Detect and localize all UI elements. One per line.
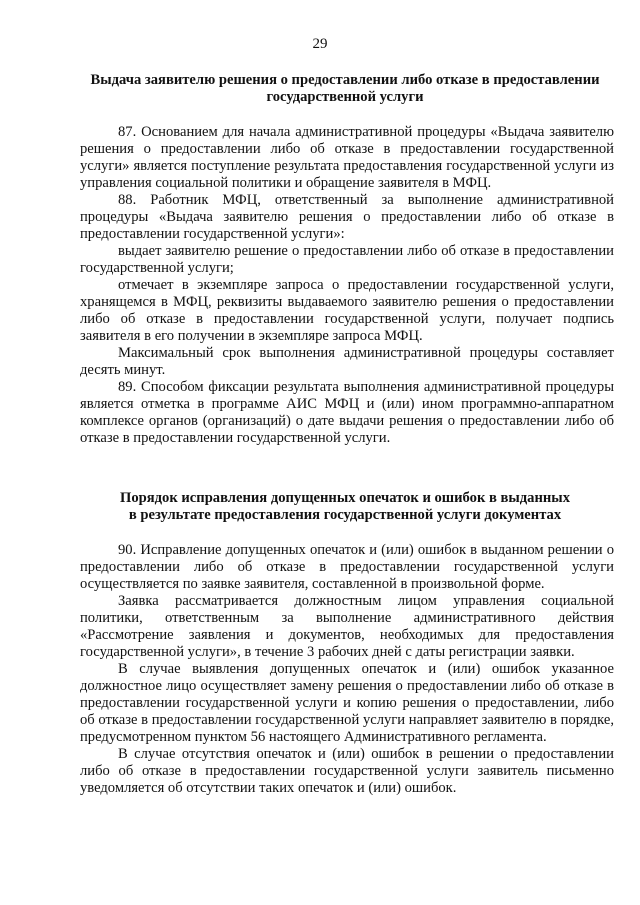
section-heading-corrections bbox=[80, 490, 610, 524]
heading-line: в результате предоставления государственной услуги документах bbox=[128, 507, 562, 523]
paragraph-mark-request: отмечает в экземпляре запроса о предоставлении государственной услуги, хранящемся в МФЦ, реквизиты выдаваемого заявителю решения о предоставлении либо об отказе в предоставлении государственной услуги, получает подпись заявителя в его получении в экземпляре запроса МФЦ. bbox=[80, 277, 614, 344]
heading-line: государственной услуги bbox=[266, 89, 424, 105]
page-number: 29 bbox=[312, 36, 328, 52]
paragraph-90: 90. Исправление допущенных опечаток и (или) ошибок в выданном решении о предоставлении либо об отказе в предоставлении государственной услуги осуществляется по заявке заявителя, составленной в произвольной форме. bbox=[80, 542, 614, 592]
paragraph-88: 88. Работник МФЦ, ответственный за выполнение административной процедуры «Выдача заявителю решения о предоставлении либо об отказе в предоставлении государственной услуги»: bbox=[80, 192, 614, 242]
paragraph-request-review: Заявка рассматривается должностным лицом управления социальной политики, ответственным за выполнение административного действия «Рассмотрение заявления и документов, необходимых для предоставления государственной услуги», в течение 3 рабочих дней с даты регистрации заявки. bbox=[80, 593, 614, 660]
section-heading-issuance bbox=[80, 72, 610, 106]
paragraph-87: 87. Основанием для начала административной процедуры «Выдача заявителю решения о предоставлении либо об отказе в предоставлении государственной услуги» является поступление результата предоставления государственной услуги из управления социальной политики и обращение заявителя в МФЦ. bbox=[80, 124, 614, 191]
paragraph-no-errors: В случае отсутствия опечаток и (или) ошибок в решении о предоставлении либо об отказе в предоставлении государственной услуги заявитель письменно уведомляется об отсутствии таких опечаток и (или) ошибок. bbox=[80, 746, 614, 796]
section-body-corrections bbox=[80, 542, 614, 797]
paragraph-issue-decision: выдает заявителю решение о предоставлении либо об отказе в предоставлении государственной услуги; bbox=[80, 243, 614, 276]
paragraph-89: 89. Способом фиксации результата выполнения административной процедуры является отметка в программе АИС МФЦ и (или) ином программно-аппаратном комплексе органов (организаций) о дате выдачи решения о предоставлении либо об отказе в предоставлении государственной услуги. bbox=[80, 379, 614, 446]
section-body-issuance bbox=[80, 124, 614, 447]
heading-line: Выдача заявителю решения о предоставлении либо отказе в предоставлении bbox=[90, 72, 600, 88]
heading-line: Порядок исправления допущенных опечаток и ошибок в выданных bbox=[120, 490, 570, 506]
paragraph-errors-found: В случае выявления допущенных опечаток и (или) ошибок указанное должностное лицо осуществляет замену решения о предоставлении либо об отказе в предоставлении государственной услуги и копию решения о предоставлении, либо об отказе в предоставлении государственной услуги направляет заявителю в порядке, предусмотренном пунктом 56 настоящего Административного регламента. bbox=[80, 661, 614, 745]
paragraph-max-time: Максимальный срок выполнения административной процедуры составляет десять минут. bbox=[80, 345, 614, 378]
